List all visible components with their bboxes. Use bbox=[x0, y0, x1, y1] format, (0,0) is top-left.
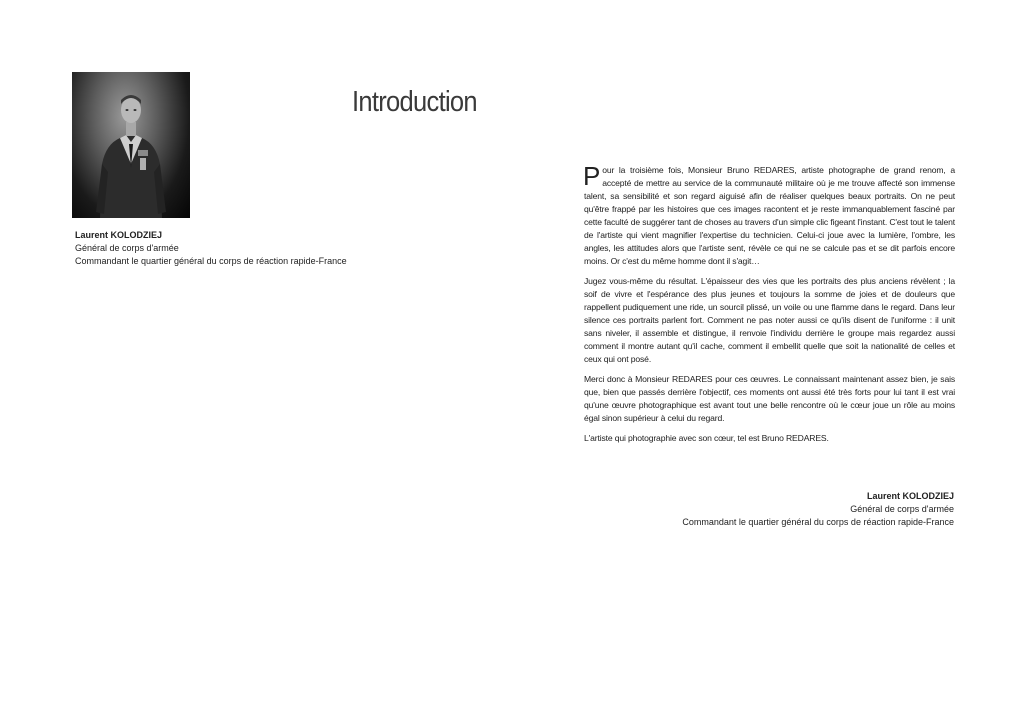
paragraph-4: L'artiste qui photographie avec son cœur, tel est Bruno REDARES. bbox=[584, 433, 829, 443]
page-title: Introduction bbox=[352, 86, 477, 118]
signature-name: Laurent KOLODZIEJ bbox=[866, 491, 954, 501]
paragraph-3: Merci donc à Monsieur REDARES pour ces œuvres. Le connaissant maintenant assez bien, je sais que, bien que passés derrière l'objectif, ces moments ont aussi été très forts pour lui tant il est vrai qu'une œuvre photographique est avant tout une belle rencontre où le cœur joue un rôle au moins égal sinon supérieur à celui du regard. bbox=[584, 374, 955, 423]
paragraph-1 bbox=[583, 161, 955, 268]
caption-name: Laurent KOLODZIEJ bbox=[75, 230, 163, 240]
paragraph-2: Jugez vous-même du résultat. L'épaisseur des vies que les portraits des plus anciens révèlent ; la soif de vivre et l'espérance des plus jeunes et toujours la somme de joies et de douleurs que rappellent pudiquement une ride, un sourcil plissé, un voile ou une flamme dans le regard. Dans leur silence ces portraits parlent fort. Comment ne pas noter aussi ce qu'ils disent de l'uniforme : il unit sans niveler, il assemble et distingue, il renvoie l'individu derrière le groupe mais regardez aussi comment il montre autant qu'il cache, comment il embellit quelle que soit la nationalité de celles et ceux qui ont posé. bbox=[584, 276, 955, 364]
paragraph-1-text: our la troisième fois, Monsieur Bruno REDARES, artiste photographe de grand renom, a accepté de mettre au service de la communauté militaire où je me trouve affecté son immense talent, sa sensibilité et son regard aiguisé afin de réaliser quelques beaux portraits. On ne peut qu'être frappé par les histoires que ces images racontent et je reste immanquablement fasciné par cette faculté de suggérer tant de choses au travers d'un simple clic figeant l'instant. C'est tout le talent de l'artiste qui vient magnifier l'expertise du technicien. Celui-ci joue avec la lumière, l'ombre, les angles, les attitudes alors que l'artiste sent, révèle ce qui ne se calcule pas et se dit parfois encore moins. Or c'est du même homme dont il s'agit… bbox=[584, 165, 955, 266]
caption-role: Commandant le quartier général du corps de réaction rapide-France bbox=[75, 256, 347, 266]
portrait-caption bbox=[75, 229, 375, 268]
introduction-text bbox=[583, 161, 955, 452]
signature-rank: Général de corps d'armée bbox=[850, 504, 954, 514]
signature-role: Commandant le quartier général du corps de réaction rapide-France bbox=[682, 517, 954, 527]
drop-cap: P bbox=[583, 161, 601, 191]
signature-block bbox=[640, 490, 954, 529]
caption-rank: Général de corps d'armée bbox=[75, 243, 179, 253]
portrait-photo bbox=[72, 72, 190, 218]
portrait-figure bbox=[72, 72, 190, 218]
